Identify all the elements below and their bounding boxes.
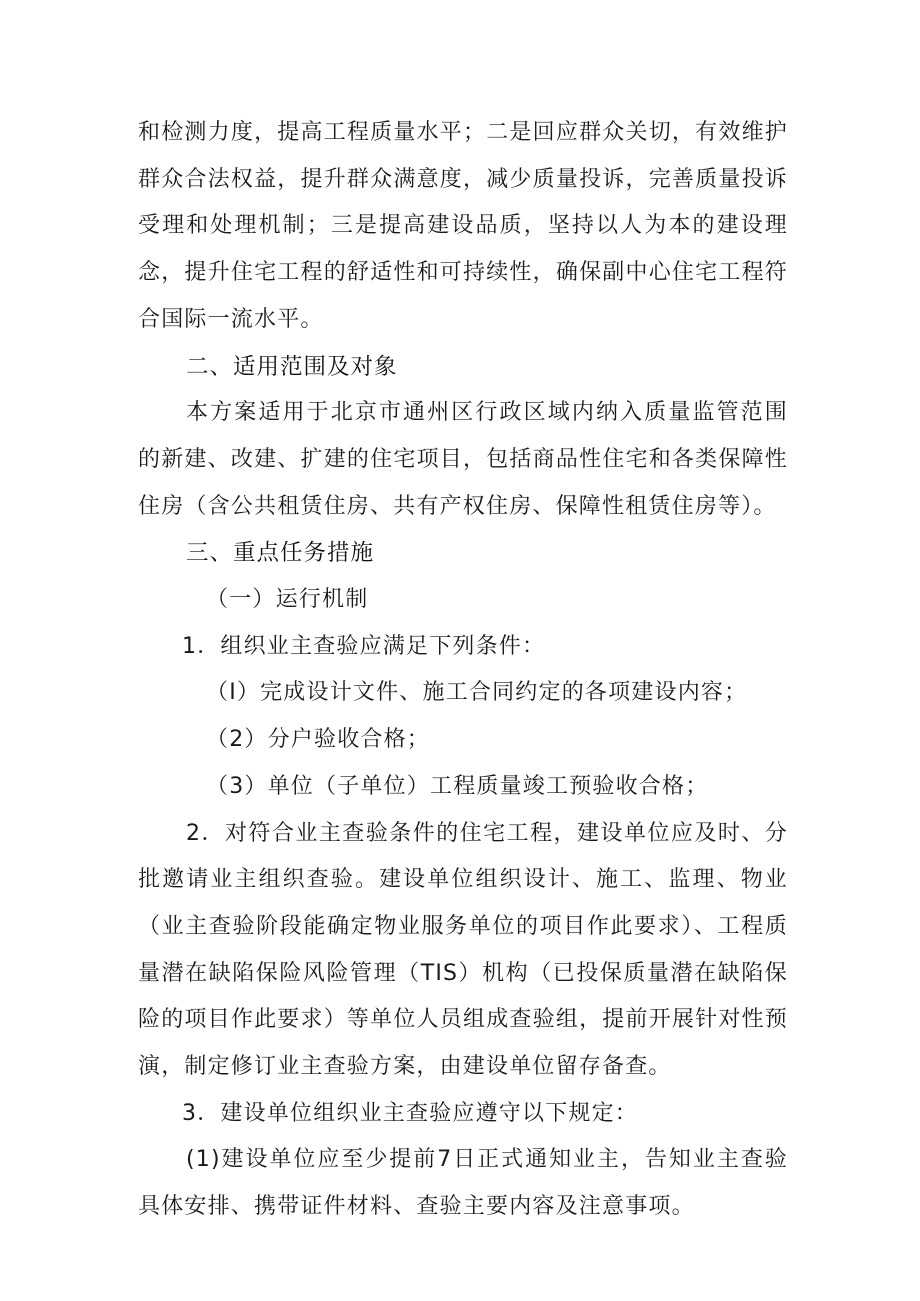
item-conditions: 1．组织业主查验应满足下列条件： (182, 633, 546, 659)
subitem-condition-2: （2）分户验收合格； (206, 727, 430, 753)
section-heading-tasks: 三、重点任务措施 (186, 540, 375, 567)
paragraph-goals-continued: 和检测力度，提高工程质量水平；二是回应群众关切，有效维护群众合法权益，提升群众满意度，减少质量投诉，完善质量投诉受理和处理机制；三是提高建设品质，坚持以人为本的建设理念，提升住宅工程的舒适性和可持续性，确保副中心住宅工程符合国际一流水平。 (138, 120, 788, 332)
paragraph-inspection-group: 2．对符合业主查验条件的住宅工程，建设单位应及时、分批邀请业主组织查验。建设单位组织设计、施工、监理、物业（业主查验阶段能确定物业服务单位的项目作此要求）、工程质量潜在缺陷保险风险管理（TIS）机构（已投保质量潜在缺陷保险的项目作此要求）等单位人员组成查验组，提前开展针对性预演，制定修订业主查验方案，由建设单位留存备查。 (138, 820, 788, 1080)
item-rules: 3．建设单位组织业主查验应遵守以下规定： (182, 1100, 638, 1126)
document-body (138, 110, 788, 1231)
paragraph-scope: 本方案适用于北京市通州区行政区域内纳入质量监管范围的新建、改建、扩建的住宅项目，包括商品性住宅和各类保障性住房（含公共租赁住房、共有产权住房、保障性租赁住房等）。 (138, 400, 788, 519)
subitem-condition-1: （I）完成设计文件、施工合同约定的各项建设内容； (206, 680, 748, 706)
section-heading-scope: 二、适用范围及对象 (186, 353, 398, 380)
paragraph-rule-1: (1)建设单位应至少提前7日正式通知业主，告知业主查验具体安排、携带证件材料、查验主要内容及注意事项。 (138, 1147, 788, 1220)
subheading-mechanism: （一）运行机制 (206, 587, 369, 613)
subitem-condition-3: （3）单位（子单位）工程质量竣工预验收合格； (206, 773, 709, 799)
